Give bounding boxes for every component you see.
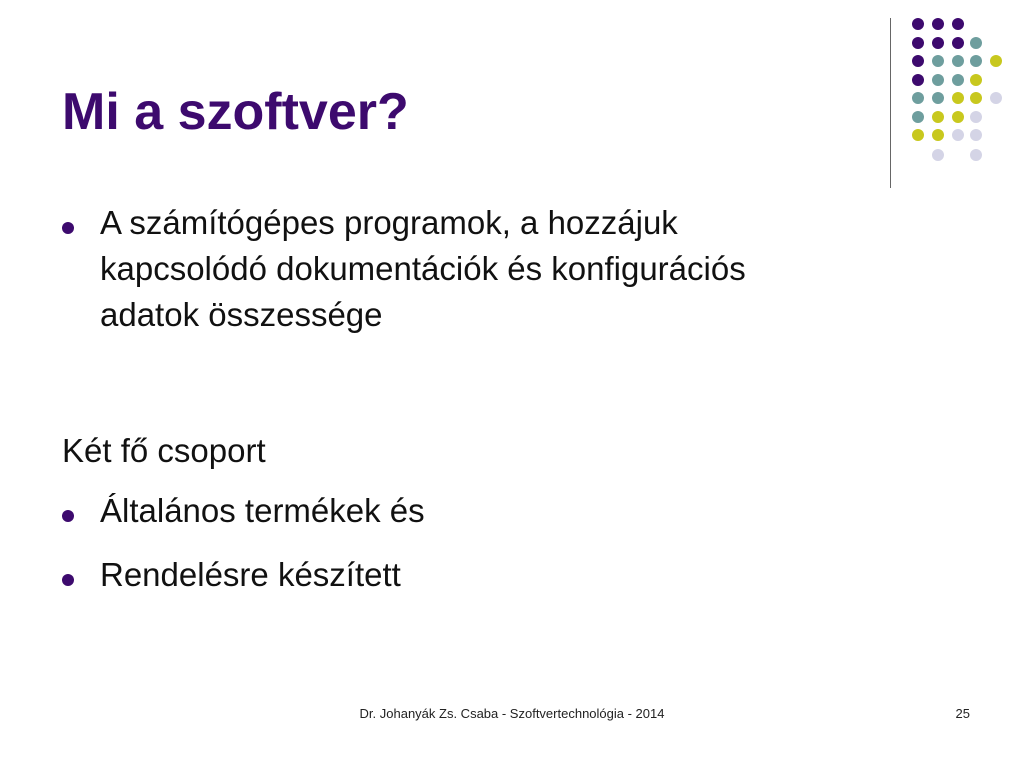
bullet-dot-icon xyxy=(62,510,74,522)
deco-dot xyxy=(970,55,982,67)
deco-dot xyxy=(990,55,1002,67)
deco-dot xyxy=(932,18,944,30)
deco-dot xyxy=(912,129,924,141)
bullet-text: Rendelésre készített xyxy=(100,556,401,593)
deco-dot xyxy=(952,92,964,104)
deco-dot xyxy=(932,74,944,86)
deco-dot xyxy=(970,92,982,104)
deco-dot xyxy=(932,55,944,67)
slide-title: Mi a szoftver? xyxy=(62,83,409,141)
deco-dot xyxy=(952,111,964,123)
deco-dot xyxy=(970,129,982,141)
deco-dot xyxy=(970,149,982,161)
bullet-line: adatok összessége xyxy=(100,296,383,333)
bullet-line: A számítógépes programok, a hozzájuk xyxy=(100,204,678,241)
bullet-line: kapcsolódó dokumentációk és konfigurációs xyxy=(100,250,746,287)
deco-dot xyxy=(912,92,924,104)
bullet-text: Általános termékek és xyxy=(100,492,425,529)
deco-dot xyxy=(912,74,924,86)
deco-dot xyxy=(932,149,944,161)
deco-dot xyxy=(912,55,924,67)
deco-dot xyxy=(990,92,1002,104)
deco-dot xyxy=(970,74,982,86)
deco-dot xyxy=(952,18,964,30)
deco-dot xyxy=(952,74,964,86)
deco-dot xyxy=(952,55,964,67)
deco-dot xyxy=(970,37,982,49)
deco-dot xyxy=(952,129,964,141)
footer-credit: Dr. Johanyák Zs. Csaba - Szoftvertechnológia - 2014 xyxy=(359,706,665,721)
deco-dot xyxy=(932,92,944,104)
deco-dot xyxy=(932,37,944,49)
deco-dot xyxy=(912,111,924,123)
deco-dot xyxy=(912,18,924,30)
deco-dot xyxy=(952,37,964,49)
section-label: Két fő csoport xyxy=(62,432,266,469)
bullet-dot-icon xyxy=(62,574,74,586)
page-number: 25 xyxy=(955,706,970,721)
bullet-dot-icon xyxy=(62,222,74,234)
deco-dot xyxy=(970,111,982,123)
decorative-dot-grid xyxy=(0,0,1024,200)
deco-dot xyxy=(932,129,944,141)
deco-dot xyxy=(932,111,944,123)
deco-dot xyxy=(912,37,924,49)
